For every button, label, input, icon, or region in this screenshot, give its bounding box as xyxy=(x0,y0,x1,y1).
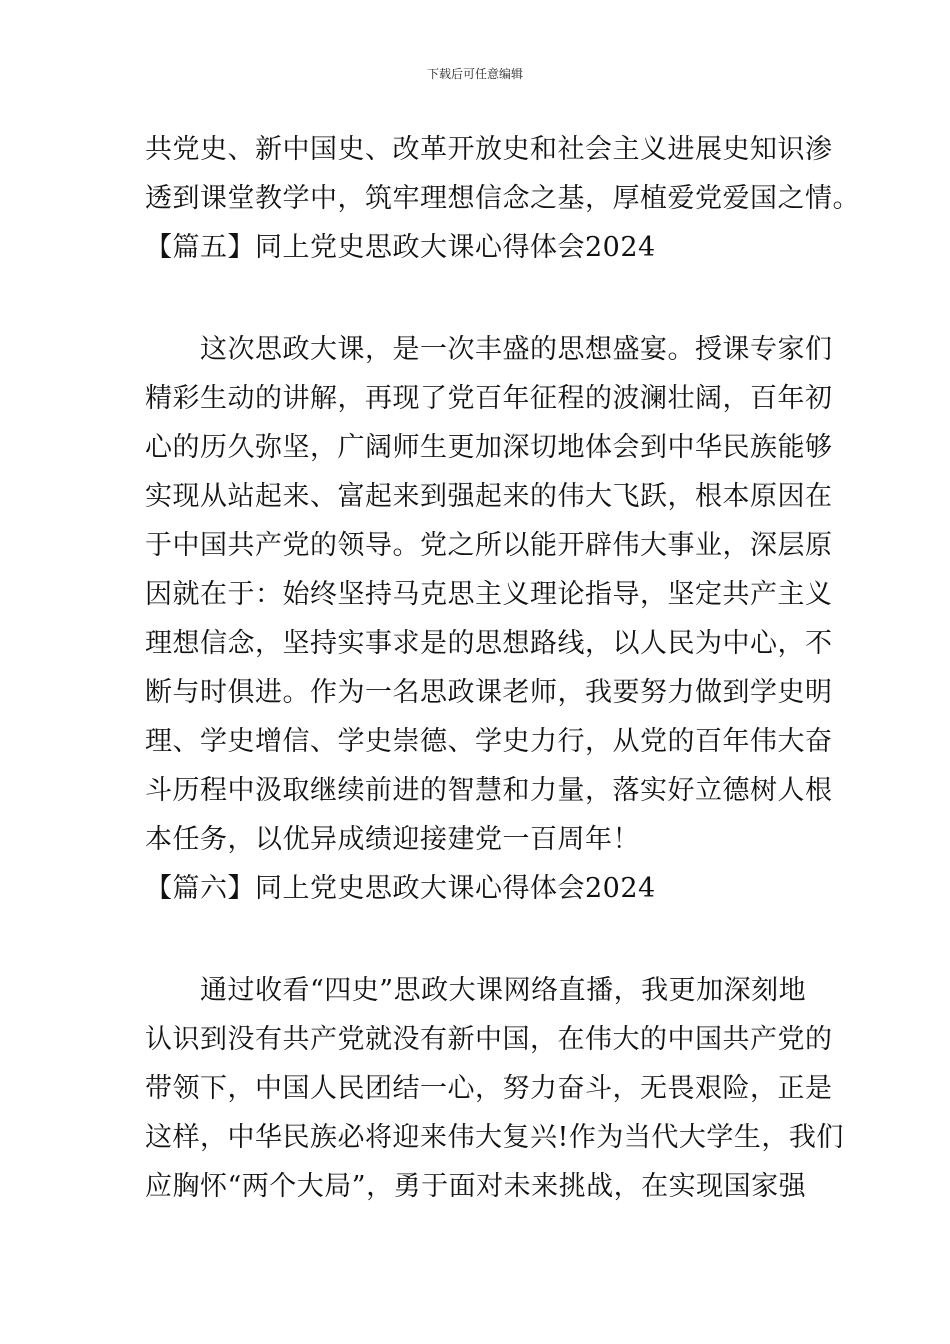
header-note: 下载后可任意编辑 xyxy=(426,67,523,81)
paragraph-line: 实现从站起来、富起来到强起来的伟大飞跃，根本原因在 xyxy=(145,481,833,512)
paragraph-line: 斗历程中汲取继续前进的智慧和力量，落实好立德树人根 xyxy=(145,775,833,806)
paragraph-line: 认识到没有共产党就没有新中国，在伟大的中国共产党的 xyxy=(145,1024,833,1055)
paragraph-line: 共党史、新中国史、改革开放史和社会主义进展史知识渗 xyxy=(145,134,833,165)
paragraph-line: 带领下，中国人民团结一心，努力奋斗，无畏艰险，正是 xyxy=(145,1073,833,1104)
paragraph-line: 本任务，以优异成绩迎接建党一百周年！ xyxy=(145,824,640,855)
paragraph-line: 应胸怀“两个大局”，勇于面对未来挑战，在实现国家强 xyxy=(145,1171,807,1202)
paragraph-line: 这样，中华民族必将迎来伟大复兴!作为当代大学生，我们 xyxy=(145,1122,844,1153)
paragraph-line: 因就在于：始终坚持马克思主义理论指导，坚定共产主义 xyxy=(145,579,833,610)
paragraph-line: 理、学史增信、学史崇德、学史力行，从党的百年伟大奋 xyxy=(145,726,833,757)
paragraph-line: 理想信念，坚持实事求是的思想路线，以人民为中心，不 xyxy=(145,628,833,659)
paragraph-line: 断与时俱进。作为一名思政课老师，我要努力做到学史明 xyxy=(145,677,833,708)
paragraph-line: 精彩生动的讲解，再现了党百年征程的波澜壮阔，百年初 xyxy=(145,383,833,414)
paragraph-line: 于中国共产党的领导。党之所以能开辟伟大事业，深层原 xyxy=(145,530,833,561)
paragraph-line: 心的历久弥坚，广阔师生更加深切地体会到中华民族能够 xyxy=(145,432,833,463)
section-six-heading: 【篇六】同上党史思政大课心得体会2024 xyxy=(145,873,656,904)
section-five-heading: 【篇五】同上党史思政大课心得体会2024 xyxy=(145,232,656,263)
paragraph-line: 这次思政大课，是一次丰盛的思想盛宴。授课专家们 xyxy=(200,334,833,365)
paragraph-line: 通过收看“四史”思政大课网络直播，我更加深刻地 xyxy=(200,975,807,1006)
paragraph-line: 透到课堂教学中，筑牢理想信念之基，厚植爱党爱国之情。 xyxy=(145,183,860,214)
